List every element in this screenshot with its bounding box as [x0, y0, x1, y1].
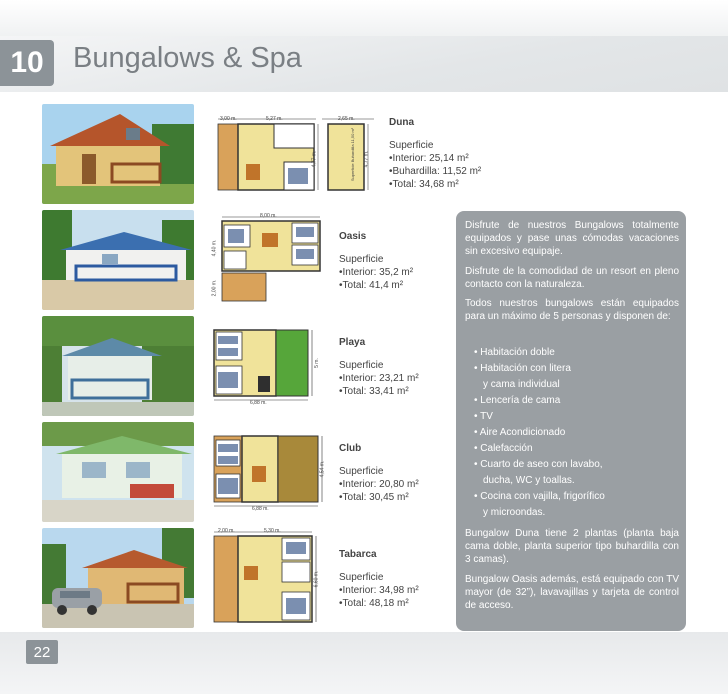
surface-line: •Total: 30,45 m²	[339, 492, 409, 503]
model-name: Club	[339, 443, 362, 454]
list-item: • Calefacción	[474, 443, 533, 454]
model-playa-info	[339, 336, 419, 398]
section-number: 10	[0, 40, 54, 86]
info-box	[456, 211, 686, 631]
dim-label: 6,60 m.	[313, 570, 320, 588]
dim-label: 6,88 m.	[250, 400, 267, 406]
list-item: • Aire Acondicionado	[474, 427, 566, 438]
model-name: Tabarca	[339, 549, 377, 560]
model-name: Duna	[389, 117, 414, 128]
list-item: • Habitación con litera y cama individual	[474, 363, 571, 390]
floorplan-club	[212, 432, 330, 512]
dim-label: 2,00 m.	[218, 528, 235, 534]
info-paragraph: Disfrute de la comodidad de un resort en pleno contacto con la naturaleza.	[465, 266, 679, 290]
model-oasis-info	[339, 230, 413, 292]
dim-label: 5,27 m.	[266, 116, 283, 122]
surface-line: •Interior: 25,14 m²	[389, 153, 469, 164]
bottom-decoration	[0, 632, 728, 694]
dim-label: 4,54 m.	[319, 460, 326, 478]
photo-club	[42, 422, 194, 522]
surface-label: Superficie	[339, 466, 384, 477]
surface-label: Superficie	[339, 254, 384, 265]
list-item: • Cocina con vajilla, frigorífico y microondas.	[474, 491, 605, 518]
list-item: • Cuarto de aseo con lavabo, ducha, WC y toallas.	[474, 459, 603, 486]
photo-duna	[42, 104, 194, 204]
page-title: Bungalows & Spa	[73, 42, 302, 74]
page-number: 22	[26, 640, 58, 664]
dim-label: 2,00 m.	[211, 279, 218, 297]
floorplan-tabarca	[212, 528, 324, 624]
floorplan-playa	[212, 326, 324, 406]
dim-label: 5 m.	[313, 358, 320, 368]
list-item: • Habitación doble	[474, 347, 555, 358]
model-tabarca-info	[339, 548, 419, 610]
top-decoration	[0, 0, 728, 40]
surface-label: Superficie	[339, 572, 384, 583]
photo-tabarca	[42, 528, 194, 628]
dim-label: 6,88 m.	[252, 506, 269, 512]
dim-label: 5,30 m.	[264, 528, 281, 534]
surface-line: •Total: 48,18 m²	[339, 598, 409, 609]
dim-label: 4,40 m.	[211, 239, 218, 257]
surface-line: •Buhardilla: 11,52 m²	[389, 166, 482, 177]
list-item: • Lencería de cama	[474, 395, 561, 406]
info-paragraph: Todos nuestros bungalows están equipados para un máximo de 5 personas y disponen de:	[465, 298, 679, 322]
dim-label: 2,65 m.	[338, 116, 355, 122]
surface-line: •Interior: 20,80 m²	[339, 479, 419, 490]
photo-oasis	[42, 210, 194, 310]
surface-label: Superficie	[339, 360, 384, 371]
surface-line: •Total: 34,68 m²	[389, 179, 459, 190]
model-duna-info	[389, 116, 481, 191]
floorplan-duna	[214, 116, 384, 196]
floorplan-oasis	[212, 213, 324, 303]
surface-line: •Interior: 35,2 m²	[339, 267, 414, 278]
surface-line: •Interior: 34,98 m²	[339, 585, 419, 596]
surface-line: •Total: 41,4 m²	[339, 280, 404, 291]
surface-line: •Total: 33,41 m²	[339, 386, 409, 397]
model-club-info	[339, 442, 419, 504]
info-paragraph: Disfrute de nuestros Bungalows totalmente equipados y pase unas cómodas vacaciones sin excesivo equipaje.	[465, 220, 679, 257]
list-item: • TV	[474, 411, 493, 422]
photo-playa	[42, 316, 194, 416]
dim-label: 3,00 m.	[220, 116, 237, 122]
model-name: Oasis	[339, 231, 367, 242]
surface-line: •Interior: 23,21 m²	[339, 373, 419, 384]
surface-label: Superficie	[389, 140, 434, 151]
amenities-list	[474, 345, 674, 521]
info-paragraph: Bungalow Oasis además, está equipado con TV mayor (de 32”), lavavajillas y tarjeta de control de acceso.	[465, 574, 679, 611]
dim-label: 4,77 m.	[363, 150, 370, 168]
loft-label: Superficie Buhardilla 11,50 m²	[350, 127, 356, 182]
model-name: Playa	[339, 337, 366, 348]
dim-label: 8,00 m.	[260, 213, 277, 219]
info-paragraph: Bungalow Duna tiene 2 plantas (planta baja cama doble, planta superior tipo buhardilla con 3 camas).	[465, 528, 679, 565]
dim-label: 4,77 m.	[311, 150, 318, 168]
